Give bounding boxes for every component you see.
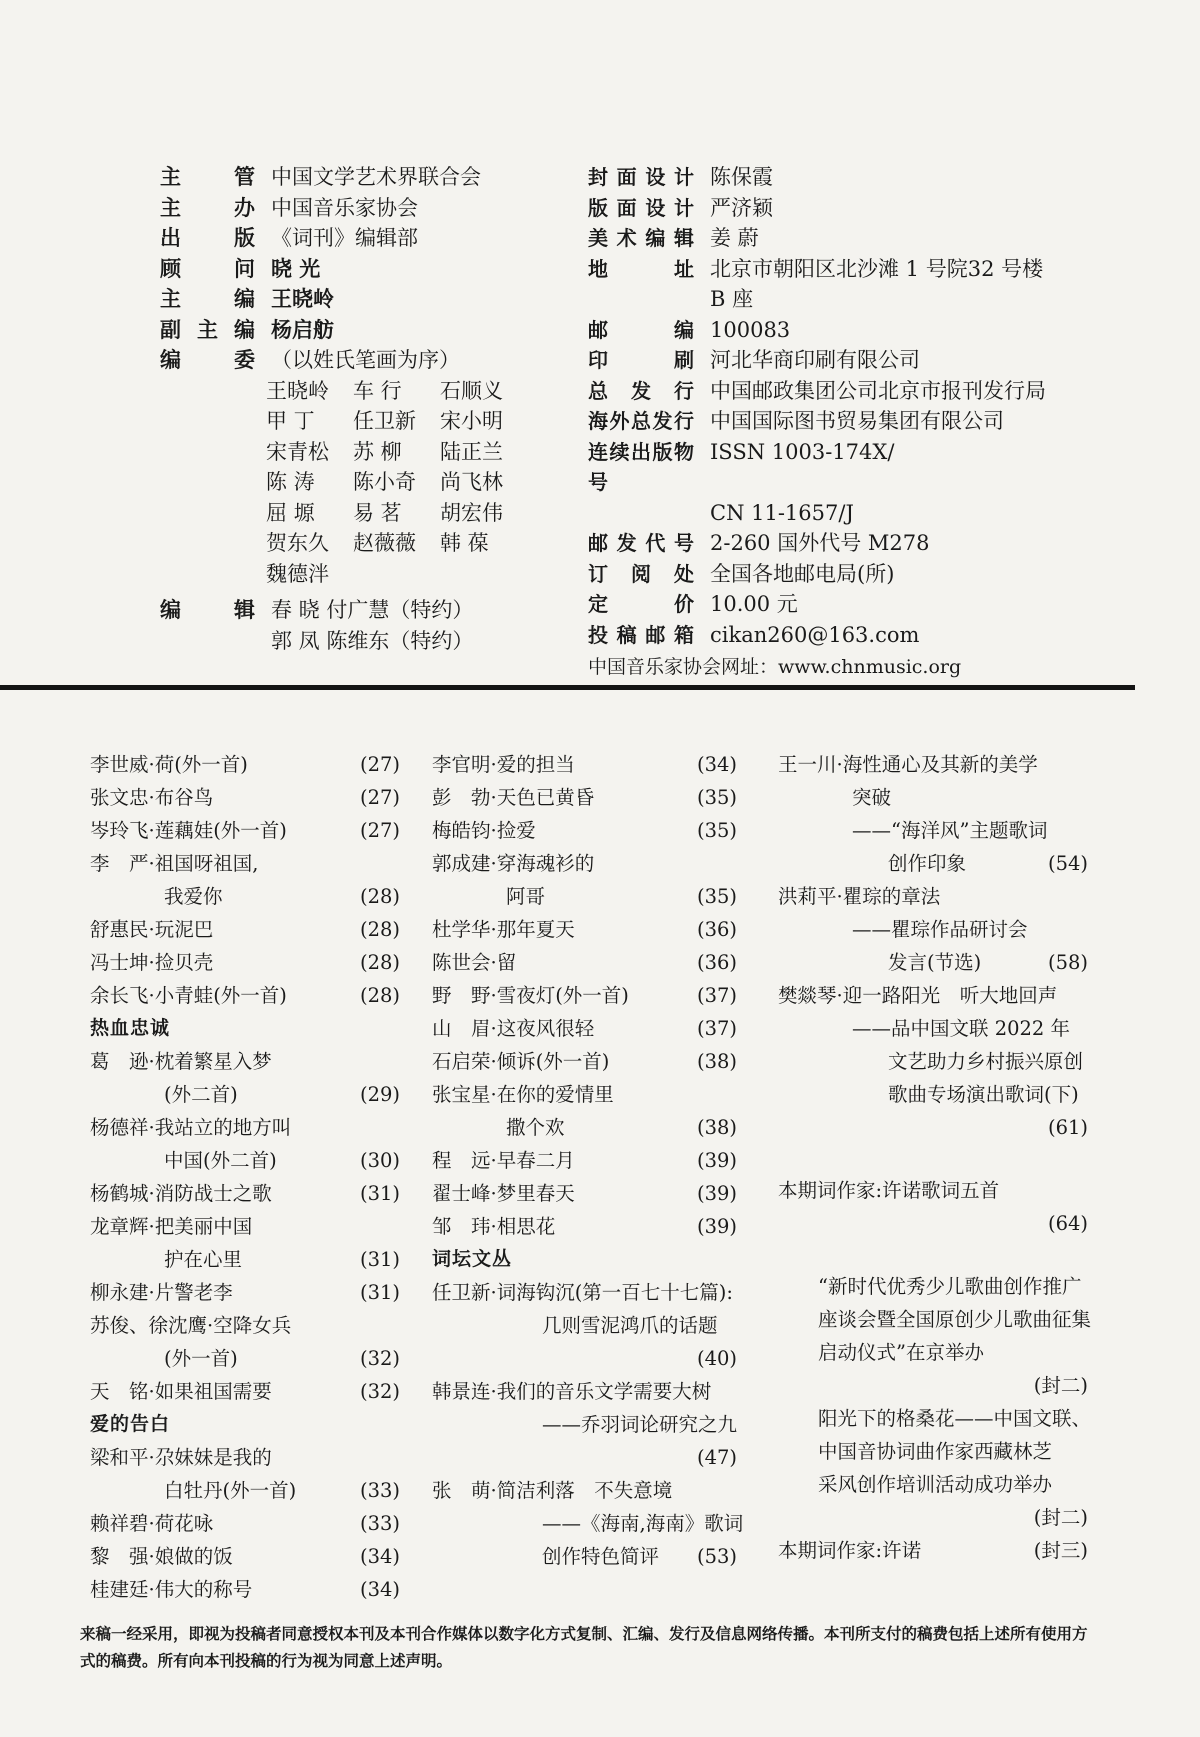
contents-entry: ——“海洋风”主题歌词	[852, 819, 1048, 842]
masthead-row: 顾问 晓 光	[160, 255, 321, 281]
page-number: (35)	[696, 819, 737, 842]
entry-title: 阿哥	[506, 885, 546, 908]
masthead-label: 投稿邮箱	[588, 622, 694, 647]
committee-member: 陆正兰	[440, 439, 503, 464]
contents-entry	[432, 880, 737, 913]
masthead-row	[588, 223, 1108, 254]
contents-entry	[90, 1342, 400, 1375]
contents-entry: 文艺助力乡村振兴原创	[888, 1050, 1084, 1073]
committee-member: 屈 塬	[266, 500, 315, 525]
contents-entry: 张 萌·简洁利落 不失意境	[432, 1479, 673, 1502]
entry-title: 天 铭·如果祖国需要	[90, 1380, 272, 1403]
contents-entry: 本期词作家:许诺歌词五首	[778, 1179, 1000, 1202]
entry-title: 撒个欢	[506, 1116, 565, 1139]
committee-member: 陈小奇	[353, 470, 416, 494]
page-number: (27)	[359, 819, 400, 842]
masthead-row: 主编 王晓岭	[160, 286, 334, 311]
contents-entry	[432, 1045, 737, 1078]
committee-member: 尚飞林	[440, 470, 503, 494]
masthead-row	[588, 254, 1108, 285]
masthead-label: 印刷	[588, 348, 694, 372]
masthead-row	[588, 528, 1108, 559]
page-number: (64)	[1047, 1212, 1088, 1235]
page-number: (封二)	[1033, 1506, 1088, 1529]
contents-entry	[432, 979, 737, 1012]
masthead-value: 中国国际图书贸易集团有限公司	[710, 409, 1004, 433]
contents-entry	[90, 748, 400, 781]
contents-entry	[90, 1144, 400, 1177]
entry-title: 邹 玮·相思花	[432, 1215, 556, 1238]
contents-entry: ——品中国文联 2022 年	[852, 1017, 1071, 1040]
page-number: (38)	[696, 1050, 737, 1073]
masthead-row	[588, 559, 1108, 590]
contents-entry	[778, 946, 1088, 979]
committee-member: 宋青松	[266, 439, 329, 464]
page-number: (37)	[696, 984, 737, 1007]
page-number: (27)	[359, 786, 400, 809]
entry-title: 杨鹤城·消防战士之歌	[90, 1182, 272, 1205]
entry-title: 舒惠民·玩泥巴	[90, 918, 214, 941]
entry-title: 陈世会·留	[432, 951, 517, 974]
committee-member: 王晓岭	[266, 378, 329, 403]
entry-title: 创作印象	[888, 852, 967, 875]
page-number: (33)	[359, 1512, 400, 1535]
contents-entry: ——《海南,海南》歌词	[542, 1512, 744, 1535]
entry-title: 李官明·爱的担当	[432, 753, 575, 776]
committee-member: 胡宏伟	[440, 500, 503, 525]
contents-entry	[90, 1540, 400, 1573]
contents-entry	[432, 1111, 737, 1144]
entry-title: 彭 勃·天色已黄昏	[432, 786, 595, 809]
contents-entry	[90, 946, 400, 979]
contents-entry	[90, 880, 400, 913]
contents-entry: 李 严·祖国呀祖国,	[90, 852, 259, 875]
masthead-value: 10.00 元	[710, 592, 798, 616]
page-number: (28)	[359, 951, 400, 974]
contents-entry	[90, 781, 400, 814]
contents-entry	[90, 1177, 400, 1210]
masthead-row	[588, 589, 1108, 620]
page-number: (35)	[696, 885, 737, 908]
page-number: (34)	[359, 1578, 400, 1601]
website: 中国音乐家协会网址：www.chnmusic.org	[588, 656, 962, 678]
masthead-row	[588, 620, 1108, 651]
masthead-label: 海外总发行	[588, 409, 694, 433]
committee-member: 甲 丁	[266, 409, 315, 433]
entry-title: 白牡丹(外一首)	[164, 1479, 297, 1502]
page-number: (31)	[359, 1248, 400, 1271]
entry-title: 梅皓钧·捡爱	[432, 819, 536, 842]
masthead-label: 连续出版物号	[588, 439, 694, 494]
masthead-value: 陈保霞	[710, 165, 773, 189]
spacer	[778, 1240, 1088, 1270]
contents-entry	[432, 946, 737, 979]
contents-entry: 中国音协词曲作家西藏林芝	[818, 1440, 1053, 1463]
committee-member: 石顺义	[440, 378, 503, 403]
masthead-row	[588, 345, 1108, 376]
masthead-label: 总发行	[588, 378, 694, 403]
entry-title: 野 野·雪夜灯(外一首)	[432, 984, 629, 1007]
contents-entry	[432, 748, 737, 781]
page-number: (39)	[696, 1149, 737, 1172]
page-number: (37)	[696, 1017, 737, 1040]
entry-title: 李世威·荷(外一首)	[90, 753, 248, 776]
section-heading: 词坛文丛	[432, 1248, 513, 1270]
page-number: (封二)	[1033, 1374, 1088, 1397]
contents-entry	[432, 1210, 737, 1243]
page-number: (47)	[696, 1446, 737, 1469]
contents-entry	[90, 1474, 400, 1507]
contents-entry: 韩景连·我们的音乐文学需要大树	[432, 1380, 712, 1403]
section-heading: 热血忠诚	[90, 1017, 171, 1039]
masthead-row	[588, 193, 1108, 224]
contents-entry	[432, 1177, 737, 1210]
entry-title: 创作特色简评	[542, 1545, 660, 1568]
committee-member: 易 茗	[353, 500, 402, 525]
contents-entry	[432, 1540, 737, 1573]
masthead-value: 2-260 国外代号 M278	[710, 531, 930, 555]
masthead-row: 主管 中国文学艺术界联合会	[160, 164, 481, 189]
contents-entry	[432, 814, 737, 847]
contents-entry: 洪莉平·瞿琮的章法	[778, 885, 941, 908]
page-number: (39)	[696, 1215, 737, 1238]
masthead-value: 全国各地邮电局(所)	[710, 561, 895, 586]
committee-member: 贺东久	[266, 531, 329, 555]
entry-title: 本期词作家:许诺	[778, 1539, 922, 1562]
contents-entry: 突破	[852, 786, 892, 809]
page-number: (54)	[1047, 852, 1088, 875]
contents-column-3	[778, 748, 1092, 1567]
contents-entry	[90, 913, 400, 946]
page-number: (36)	[696, 951, 737, 974]
page-number: (30)	[359, 1149, 400, 1172]
contents-entry	[90, 1507, 400, 1540]
entry-title: 岑玲飞·莲藕娃(外一首)	[90, 819, 287, 842]
masthead-row: 主办 中国音乐家协会	[160, 194, 418, 220]
committee-member: 宋小明	[440, 409, 503, 433]
entry-title: 张文忠·布谷鸟	[90, 786, 214, 809]
editors-row: 编辑 春 晓 付广慧（特约）	[160, 597, 474, 622]
contents-entry	[90, 1276, 400, 1309]
page-number: (32)	[359, 1347, 400, 1370]
contents-entry	[90, 1078, 400, 1111]
committee-member: 任卫新	[353, 409, 416, 433]
masthead-row-cont	[588, 284, 1108, 315]
contents-entry: 任卫新·词海钩沉(第一百七十七篇):	[432, 1281, 733, 1304]
entry-title: 桂建廷·伟大的称号	[90, 1578, 253, 1601]
copyright-notice: 来稿一经采用，即视为投稿者同意授权本刊及本刊合作媒体以数字化方式复制、汇编、发行及信息网络传播。本刊所支付的稿费包括上述所有使用方式的稿费。所有向本刊投稿的行为视为同意上述声明。	[80, 1624, 1088, 1670]
masthead-row: 出版 《词刊》编辑部	[160, 225, 418, 250]
entry-title: (外二首)	[164, 1083, 238, 1106]
contents-entry: 樊燚琴·迎一路阳光 听大地回声	[778, 984, 1058, 1007]
spacer	[778, 1144, 1088, 1174]
page-number: (40)	[696, 1347, 737, 1370]
contents-entry	[432, 1012, 737, 1045]
contents-entry: “新时代优秀少儿歌曲创作推广	[818, 1275, 1082, 1298]
page-number: (封三)	[1033, 1539, 1088, 1562]
contents-entry: 郭成建·穿海魂衫的	[432, 852, 595, 875]
contents-entry: 梁和平·尕妹妹是我的	[90, 1446, 272, 1469]
contents-entry	[432, 1144, 737, 1177]
masthead-row	[588, 376, 1108, 407]
contents-entry: 杨德祥·我站立的地方叫	[90, 1116, 292, 1139]
contents-entry: ——瞿琮作品研讨会	[852, 918, 1028, 941]
committee-row: 编委 （以姓氏笔画为序）	[160, 347, 460, 372]
entry-title: 杜学华·那年夏天	[432, 918, 575, 941]
page-number: (27)	[359, 753, 400, 776]
committee-member: 赵薇薇	[353, 531, 416, 555]
page-number: (38)	[696, 1116, 737, 1139]
committee-members	[266, 376, 590, 590]
masthead-row	[588, 162, 1108, 193]
masthead-value: 河北华商印刷有限公司	[710, 348, 920, 372]
contents-entry: 启动仪式”在京举办	[818, 1341, 984, 1364]
masthead-label: 版面设计	[588, 195, 694, 220]
masthead-value: 中国邮政集团公司北京市报刊发行局	[710, 378, 1046, 403]
committee-member: 陈 涛	[266, 470, 315, 494]
editors-row-2: 郭 凤 陈维东（特约）	[271, 628, 474, 653]
masthead-value: ISSN 1003-174X/	[710, 439, 895, 464]
contents-entry: 苏俊、徐沈鹰·空降女兵	[90, 1314, 292, 1337]
masthead-row-cont	[588, 498, 1108, 529]
entry-title: 赖祥碧·荷花咏	[90, 1512, 214, 1535]
masthead-row: 副主编 杨启舫	[160, 316, 334, 342]
page-number: (33)	[359, 1479, 400, 1502]
page-number: (28)	[359, 918, 400, 941]
page-number: (53)	[696, 1545, 737, 1568]
contents-entry: 采风创作培训活动成功举办	[818, 1473, 1053, 1496]
contents-entry	[432, 781, 737, 814]
contents-entry: ——乔羽词论研究之九	[542, 1413, 738, 1436]
masthead-value: B 座	[710, 287, 754, 311]
page-number: (58)	[1047, 951, 1088, 974]
committee-member: 韩 葆	[440, 531, 489, 555]
masthead-row	[588, 437, 1108, 498]
entry-title: 黎 强·娘做的饭	[90, 1545, 233, 1568]
page-number: (36)	[696, 918, 737, 941]
page-number: (28)	[359, 984, 400, 1007]
committee-member: 苏 柳	[353, 439, 402, 464]
entry-title: 余长飞·小青蛙(外一首)	[90, 984, 287, 1007]
contents-entry: 阳光下的格桑花——中国文联、	[818, 1407, 1092, 1430]
masthead-value: 北京市朝阳区北沙滩 1 号院32 号楼	[710, 256, 1044, 281]
page-number: (34)	[359, 1545, 400, 1568]
contents-entry	[90, 1243, 400, 1276]
contents-entry	[778, 1534, 1088, 1567]
page-number: (61)	[1047, 1116, 1088, 1139]
entry-title: 程 远·早春二月	[432, 1149, 575, 1172]
masthead-left	[160, 162, 590, 656]
contents-column-1	[90, 748, 400, 1606]
contents-entry: 葛 逊·枕着繁星入梦	[90, 1050, 272, 1073]
page-number: (31)	[359, 1182, 400, 1205]
page-number: (34)	[696, 753, 737, 776]
contents-entry	[432, 913, 737, 946]
masthead-label: 封面设计	[588, 165, 694, 189]
contents-entry	[778, 847, 1088, 880]
masthead-value: 严济颖	[710, 195, 773, 220]
section-heading: 爱的告白	[90, 1413, 171, 1435]
page-number: (29)	[359, 1083, 400, 1106]
masthead-label: 美术编辑	[588, 226, 694, 250]
entry-title: 护在心里	[164, 1248, 243, 1271]
contents-entry: 座谈会暨全国原创少儿歌曲征集	[818, 1308, 1092, 1331]
entry-title: 翟士峰·梦里春天	[432, 1182, 575, 1205]
entry-title: (外一首)	[164, 1347, 238, 1370]
masthead-right	[588, 162, 1108, 682]
page-number: (39)	[696, 1182, 737, 1205]
entry-title: 我爱你	[164, 885, 223, 908]
masthead-value: 100083	[710, 317, 791, 342]
committee-member: 车 行	[353, 378, 402, 403]
contents-entry: 几则雪泥鸿爪的话题	[542, 1314, 718, 1337]
page-number: (31)	[359, 1281, 400, 1304]
masthead-value: 姜 蔚	[710, 226, 759, 250]
contents-entry	[90, 814, 400, 847]
contents-entry: 歌曲专场演出歌词(下)	[888, 1083, 1079, 1106]
entry-title: 柳永建·片警老李	[90, 1281, 233, 1304]
masthead-row	[588, 406, 1108, 437]
masthead-label: 订阅处	[588, 561, 694, 586]
contents-entry: 张宝星·在你的爱情里	[432, 1083, 614, 1106]
masthead-label: 邮编	[588, 317, 694, 342]
contents-entry	[90, 1375, 400, 1408]
masthead-label: 地址	[588, 256, 694, 281]
page-number: (35)	[696, 786, 737, 809]
entry-title: 山 眉·这夜风很轻	[432, 1017, 595, 1040]
contents-entry: 王一川·海性通心及其新的美学	[778, 753, 1038, 776]
entry-title: 石启荣·倾诉(外一首)	[432, 1050, 610, 1073]
contents-column-2	[432, 748, 744, 1573]
divider-rule	[0, 685, 1135, 690]
entry-title: 发言(节选)	[888, 951, 982, 974]
contents-entry: 龙章辉·把美丽中国	[90, 1215, 253, 1238]
entry-title: 冯士坤·捡贝壳	[90, 951, 214, 974]
committee-member: 魏德泮	[266, 561, 329, 586]
page-number: (32)	[359, 1380, 400, 1403]
masthead-label: 邮发代号	[588, 531, 694, 555]
committee-grid	[266, 376, 590, 590]
masthead-value: CN 11-1657/J	[710, 500, 854, 525]
masthead-row	[588, 315, 1108, 346]
masthead-value: cikan260@163.com	[710, 622, 920, 647]
page-number: (28)	[359, 885, 400, 908]
contents-entry	[90, 979, 400, 1012]
masthead-label: 定价	[588, 592, 694, 616]
entry-title: 中国(外二首)	[164, 1149, 277, 1172]
contents-entry	[90, 1573, 400, 1606]
